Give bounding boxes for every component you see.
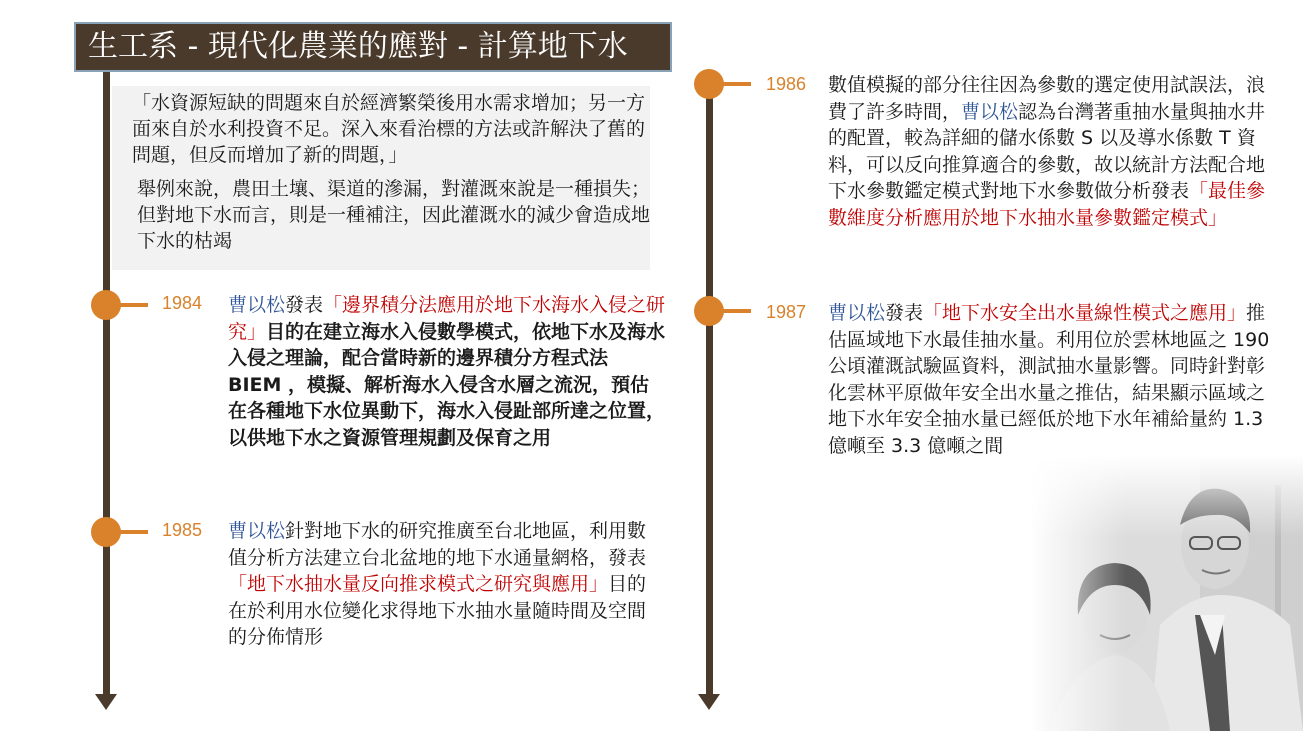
year-label-1987: 1987: [766, 302, 807, 322]
year-label-1985: 1985: [162, 520, 203, 540]
quote-example: 舉例來說，農田土壤、渠道的滲漏，對灌溉來說是一種損失；但對地下水而言，則是一種補注，因此灌溉水的減少會造成地下水的枯竭: [137, 178, 651, 252]
timeline-entry-1987: [828, 300, 1283, 459]
timeline-dot-1987: [694, 296, 724, 326]
publication-title: 「地下水安全出水量線性模式之應用」: [923, 302, 1247, 324]
author-name: 曹以松: [228, 294, 286, 316]
timeline-dot-1985: [91, 517, 121, 547]
author-name: 曹以松: [961, 100, 1019, 123]
timeline-tick-1985: [118, 530, 148, 534]
page-title: 生工系 - 現代化農業的應對 - 計算地下水: [74, 22, 672, 72]
quote-box: [112, 86, 650, 270]
entry-description: 推估區域地下水最佳抽水量。利用位於雲林地區之 190 公頃灌溉試驗區資料，測試抽水量影響。同時針對彰化雲林平原做年安全出水量之推估，結果顯示區域之地下水年安全抽水量已經低於地下水年補給量約 1.3 億噸至 3.3 億噸之間: [828, 302, 1270, 457]
timeline-tick-1987: [721, 309, 751, 313]
year-label-1984: 1984: [162, 293, 203, 313]
entry-verb: 發表: [285, 294, 324, 316]
timeline-dot-1984: [91, 290, 121, 320]
entry-description: 目的在於利用水位變化求得地下水抽水量隨時間及空間的分佈情形: [228, 573, 647, 648]
timeline-arrow-right-icon: [698, 694, 720, 710]
publication-title: 「邊界積分法應用於地下水海水入侵之研究」: [228, 294, 666, 343]
timeline-arrow-left-icon: [95, 694, 117, 710]
timeline-entry-1985: [228, 518, 648, 651]
publication-title: 「最佳參數維度分析應用於地下水抽水量參數鑑定模式」: [828, 180, 1266, 229]
timeline-axis-right: [706, 86, 713, 698]
quote-text: 「水資源短缺的問題來自於經濟繁榮後用水需求增加；另一方面來自於水利投資不足。深入來看治標的方法或許解決了舊的問題，但反而增加了新的問題，」: [132, 92, 646, 166]
entry-verb: 發表: [885, 302, 924, 324]
entry-text: 針對地下水的研究推廣至台北地區，利用數值分析方法建立台北盆地的地下水通量網格，發表: [228, 520, 647, 569]
year-label-1986: 1986: [766, 74, 807, 94]
entry-text-2: 認為台灣著重抽水量與抽水井的配置，較為詳細的儲水係數 S 以及導水係數 T 資料，可以反向推算適合的參數，故以統計方法配合地下水參數鑑定模式對地下水參數做分析發表: [828, 100, 1266, 202]
entry-text: 數值模擬的部分往往因為參數的選定使用試誤法，浪費了許多時間，: [828, 74, 1266, 123]
author-name: 曹以松: [828, 302, 886, 324]
author-name: 曹以松: [228, 520, 286, 542]
timeline-dot-1986: [694, 69, 724, 99]
timeline-tick-1986: [721, 82, 751, 86]
timeline-tick-1984: [118, 303, 148, 307]
portrait-photo: [1030, 455, 1303, 731]
publication-title: 「地下水抽水量反向推求模式之研究與應用」: [228, 573, 609, 595]
timeline-axis-left: [103, 72, 110, 698]
timeline-entry-1986: [828, 72, 1273, 231]
entry-description: 目的在建立海水入侵數學模式，依地下水及海水入侵之理論，配合當時新的邊界積分方程式法 BIEM ，模擬、解析海水入侵含水層之流況，預估在各種地下水位異動下，海水入侵趾部所達之位置，以供地下水之資源管理規劃及保育之用: [228, 320, 666, 449]
timeline-entry-1984: [228, 292, 668, 451]
